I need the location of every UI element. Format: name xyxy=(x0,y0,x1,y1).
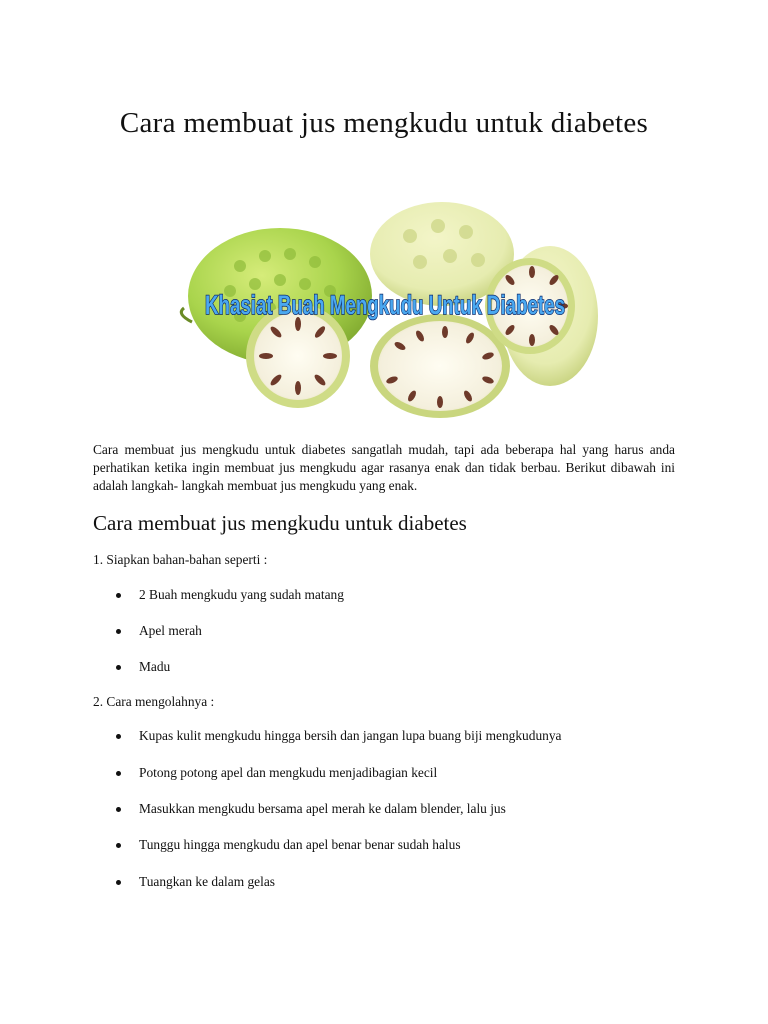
list-item: Potong potong apel dan mengkudu menjadibagian kecil xyxy=(116,764,437,782)
list-item: Kupas kulit mengkudu hingga bersih dan jangan lupa buang biji mengkudunya xyxy=(116,727,561,745)
bullet-icon xyxy=(116,807,121,812)
noni-fruit-illustration xyxy=(170,196,600,426)
list-item: Tuangkan ke dalam gelas xyxy=(116,873,275,891)
list-item: Masukkan mengkudu bersama apel merah ke dalam blender, lalu jus xyxy=(116,800,506,818)
bullet-icon xyxy=(116,629,121,634)
noni-fruit-image xyxy=(170,196,600,426)
list-item: 2 Buah mengkudu yang sudah matang xyxy=(116,586,344,604)
bullet-icon xyxy=(116,843,121,848)
bullet-icon xyxy=(116,593,121,598)
page-title: Cara membuat jus mengkudu untuk diabetes xyxy=(119,107,649,139)
list-item: Apel merah xyxy=(116,622,202,640)
list-item: Tunggu hingga mengkudu dan apel benar benar sudah halus xyxy=(116,836,461,854)
bullet-icon xyxy=(116,734,121,739)
bullet-icon xyxy=(116,665,121,670)
bullet-icon xyxy=(116,771,121,776)
image-overlay-text: Khasiat Buah Mengkudu Untuk Diabetes xyxy=(205,290,565,320)
step-2-label: 2. Cara mengolahnya : xyxy=(93,694,215,709)
bullet-icon xyxy=(116,880,121,885)
section-heading: Cara membuat jus mengkudu untuk diabetes xyxy=(93,511,467,535)
step-1-label: 1. Siapkan bahan-bahan seperti : xyxy=(93,552,268,567)
list-item: Madu xyxy=(116,658,170,676)
intro-paragraph: Cara membuat jus mengkudu untuk diabetes sangatlah mudah, tapi ada beberapa hal yang harus anda perhatikan ketika ingin membuat jus mengkudu agar rasanya enak dan tidak berbau. Berikut dibawah ini adalah langkah- langkah membuat jus mengkudu yang enak. xyxy=(93,442,675,493)
